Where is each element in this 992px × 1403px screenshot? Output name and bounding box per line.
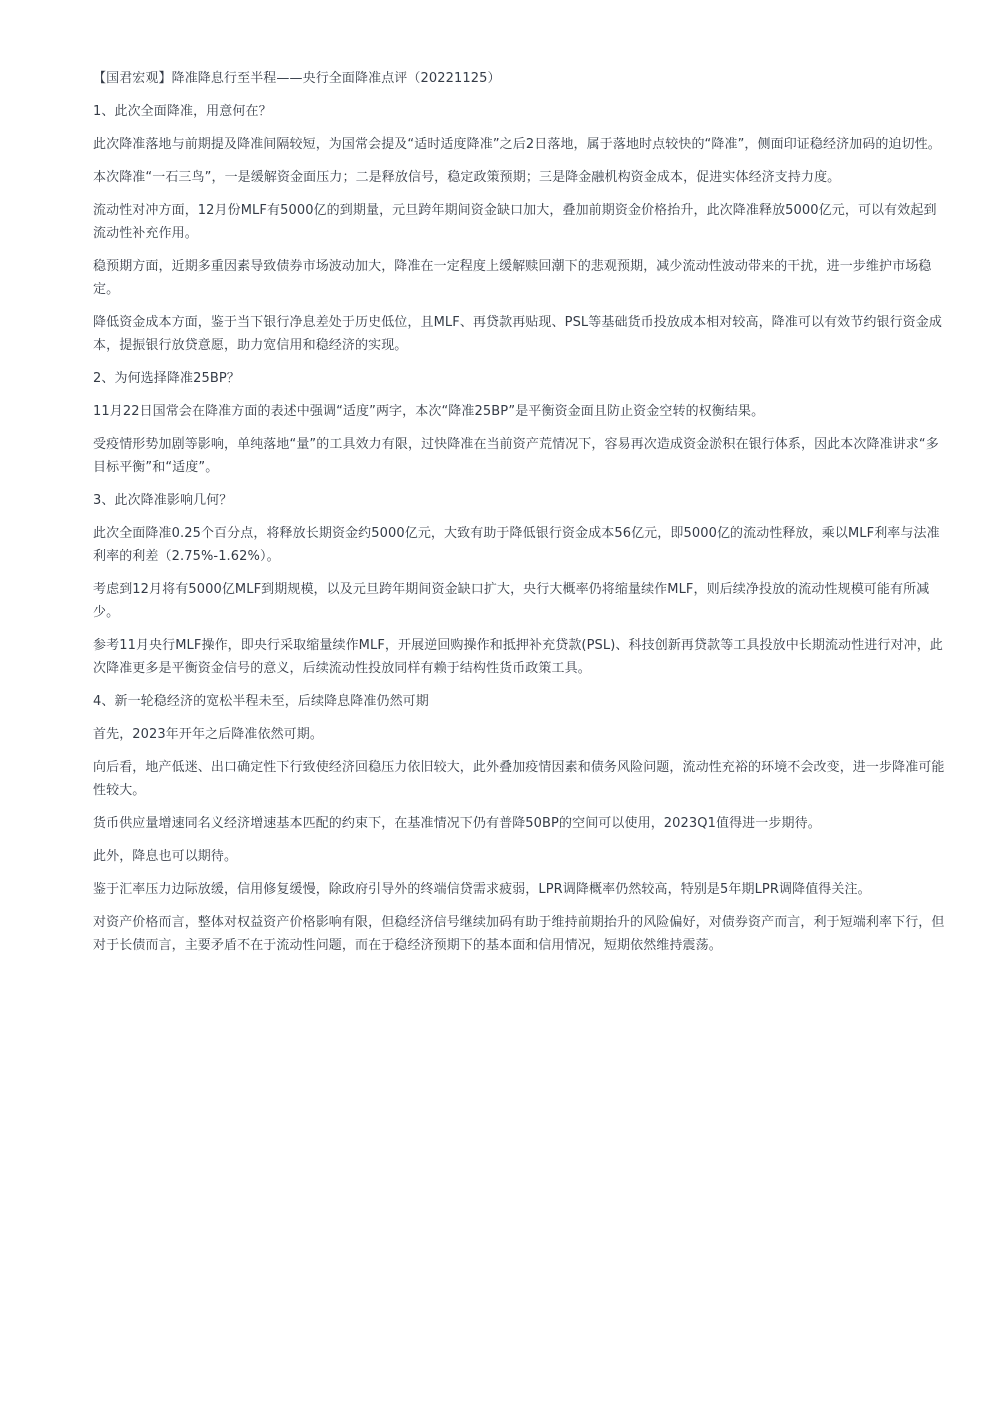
- paragraph: 受疫情形势加剧等影响，单纯落地“量”的工具效力有限，过快降准在当前资产荒情况下，容易再次造成资金淤积在银行体系，因此本次降准讲求“多目标平衡”和“适度”。: [93, 437, 939, 475]
- paragraph: 考虑到12月将有5000亿MLF到期规模，以及元旦跨年期间资金缺口扩大，央行大概率仍将缩量续作MLF，则后续净投放的流动性规模可能有所减少。: [93, 582, 930, 620]
- paragraph: 向后看，地产低迷、出口确定性下行致使经济回稳压力依旧较大，此外叠加疫情因素和债务风险问题，流动性充裕的环境不会改变，进一步降准可能性较大。: [93, 760, 945, 798]
- section-heading-4: 4、新一轮稳经济的宽松半程未至，后续降息降准仍然可期: [93, 694, 429, 709]
- paragraph: 降低资金成本方面，鉴于当下银行净息差处于历史低位，且MLF、再贷款再贴现、PSL等基础货币投放成本相对较高，降准可以有效节约银行资金成本，提振银行放贷意愿，助力宽信用和稳经济的实现。: [93, 315, 942, 353]
- document-title: 【国君宏观】降准降息行至半程——央行全面降准点评（20221125）: [93, 71, 501, 86]
- paragraph: 本次降准“一石三鸟”，一是缓解资金面压力；二是释放信号，稳定政策预期；三是降金融机构资金成本，促进实体经济支持力度。: [93, 170, 841, 185]
- paragraph: 对资产价格而言，整体对权益资产价格影响有限，但稳经济信号继续加码有助于维持前期抬升的风险偏好，对债券资产而言，利于短端利率下行，但对于长债而言，主要矛盾不在于流动性问题，而在于稳经济预期下的基本面和信用情况，短期依然维持震荡。: [93, 915, 945, 953]
- paragraph: 此外，降息也可以期待。: [93, 849, 238, 864]
- paragraph: 此次全面降准0.25个百分点，将释放长期资金约5000亿元，大致有助于降低银行资金成本56亿元，即5000亿的流动性释放，乘以MLF利率与法准利率的利差（2.75%-1.62%）。: [93, 526, 940, 564]
- section-heading-2: 2、为何选择降准25BP？: [93, 371, 240, 386]
- paragraph: 参考11月央行MLF操作，即央行采取缩量续作MLF，开展逆回购操作和抵押补充贷款(PSL)、科技创新再贷款等工具投放中长期流动性进行对冲，此次降准更多是平衡资金信号的意义，后续流动性投放同样有赖于结构性货币政策工具。: [93, 638, 943, 676]
- section-heading-3: 3、此次降准影响几何？: [93, 493, 233, 508]
- paragraph: 货币供应量增速同名义经济增速基本匹配的约束下，在基准情况下仍有普降50BP的空间可以使用，2023Q1值得进一步期待。: [93, 816, 821, 831]
- document-page: [93, 67, 945, 967]
- paragraph: 流动性对冲方面，12月份MLF有5000亿的到期量，元旦跨年期间资金缺口加大，叠加前期资金价格抬升，此次降准释放5000亿元，可以有效起到流动性补充作用。: [93, 203, 937, 241]
- section-heading-1: 1、此次全面降准，用意何在？: [93, 104, 272, 119]
- paragraph: 此次降准落地与前期提及降准间隔较短，为国常会提及“适时适度降准”之后2日落地，属于落地时点较快的“降准”，侧面印证稳经济加码的迫切性。: [93, 137, 941, 152]
- paragraph: 鉴于汇率压力边际放缓，信用修复缓慢，除政府引导外的终端信贷需求疲弱，LPR调降概率仍然较高，特别是5年期LPR调降值得关注。: [93, 882, 871, 897]
- paragraph: 稳预期方面，近期多重因素导致债券市场波动加大，降准在一定程度上缓解赎回潮下的悲观预期，减少流动性波动带来的干扰，进一步维护市场稳定。: [93, 259, 932, 297]
- paragraph: 首先，2023年开年之后降准依然可期。: [93, 727, 323, 742]
- paragraph: 11月22日国常会在降准方面的表述中强调“适度”两字，本次“降准25BP”是平衡资金面且防止资金空转的权衡结果。: [93, 404, 765, 419]
